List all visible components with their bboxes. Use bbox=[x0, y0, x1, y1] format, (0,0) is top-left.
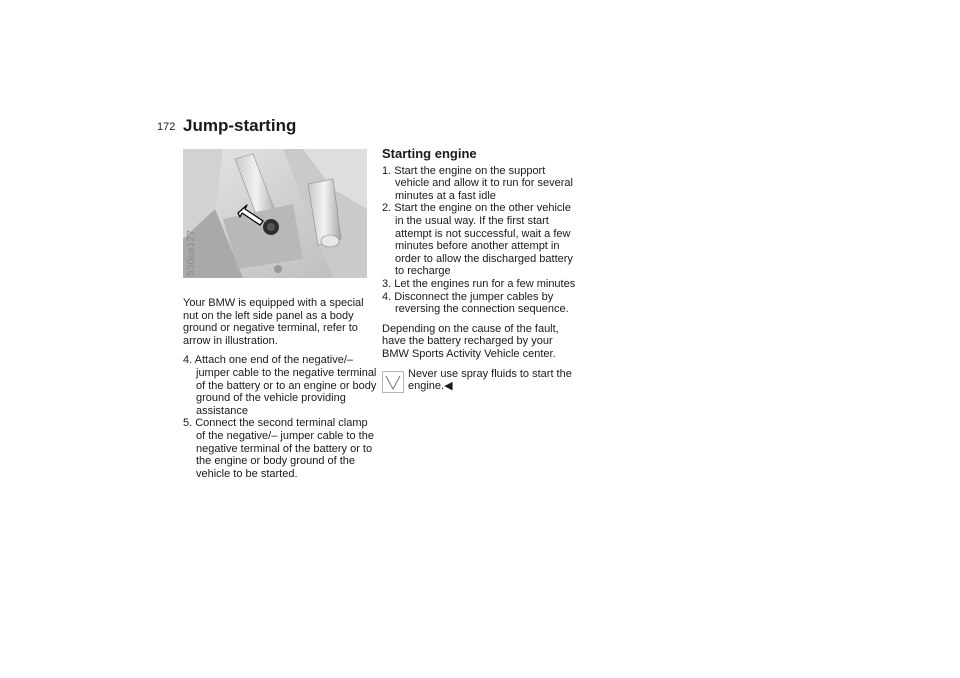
warning-note bbox=[382, 368, 582, 393]
warning-triangle-icon bbox=[382, 371, 404, 393]
page-number: 172 bbox=[157, 121, 176, 133]
list-item: 5. Connect the second terminal clamp of the negative/– jumper cable to the negative terminal of the battery or to the engine or body ground of the vehicle to be started. bbox=[183, 417, 374, 480]
step-list-left bbox=[183, 354, 378, 480]
intro-paragraph: Your BMW is equipped with a special nut on the left side panel as a body ground or negative terminal, refer to arrow in illustration. bbox=[183, 297, 364, 347]
section-heading: Starting engine bbox=[382, 146, 477, 161]
list-item: 4. Disconnect the jumper cables by reversing the connection sequence. bbox=[382, 290, 569, 316]
list-item: 1. Start the engine on the support vehicle and allow it to run for several minutes at a fast idle bbox=[382, 164, 573, 202]
right-column bbox=[382, 148, 582, 393]
list-item: 3. Let the engines run for a few minutes bbox=[382, 277, 576, 290]
figure-code: 530us127 bbox=[186, 229, 197, 276]
left-column bbox=[183, 297, 378, 487]
list-item: 4. Attach one end of the negative/– jumper cable to the negative terminal of the battery or to an engine or body ground of the vehicle providing assistance bbox=[183, 354, 377, 417]
list-item: 2. Start the engine on the other vehicle in the usual way. If the first start attempt is not successful, wait a few minutes before another attempt in order to allow the discharged battery to recharge bbox=[382, 202, 573, 278]
step-list-right bbox=[382, 165, 582, 316]
engine-bay-illustration bbox=[183, 149, 367, 278]
illustration bbox=[183, 149, 367, 278]
note-paragraph: Depending on the cause of the fault, have the battery recharged by your BMW Sports Activity Vehicle center. bbox=[382, 322, 559, 360]
page-title: Jump-starting bbox=[183, 116, 297, 135]
warning-text: Never use spray fluids to start the engine.◀ bbox=[408, 367, 572, 393]
